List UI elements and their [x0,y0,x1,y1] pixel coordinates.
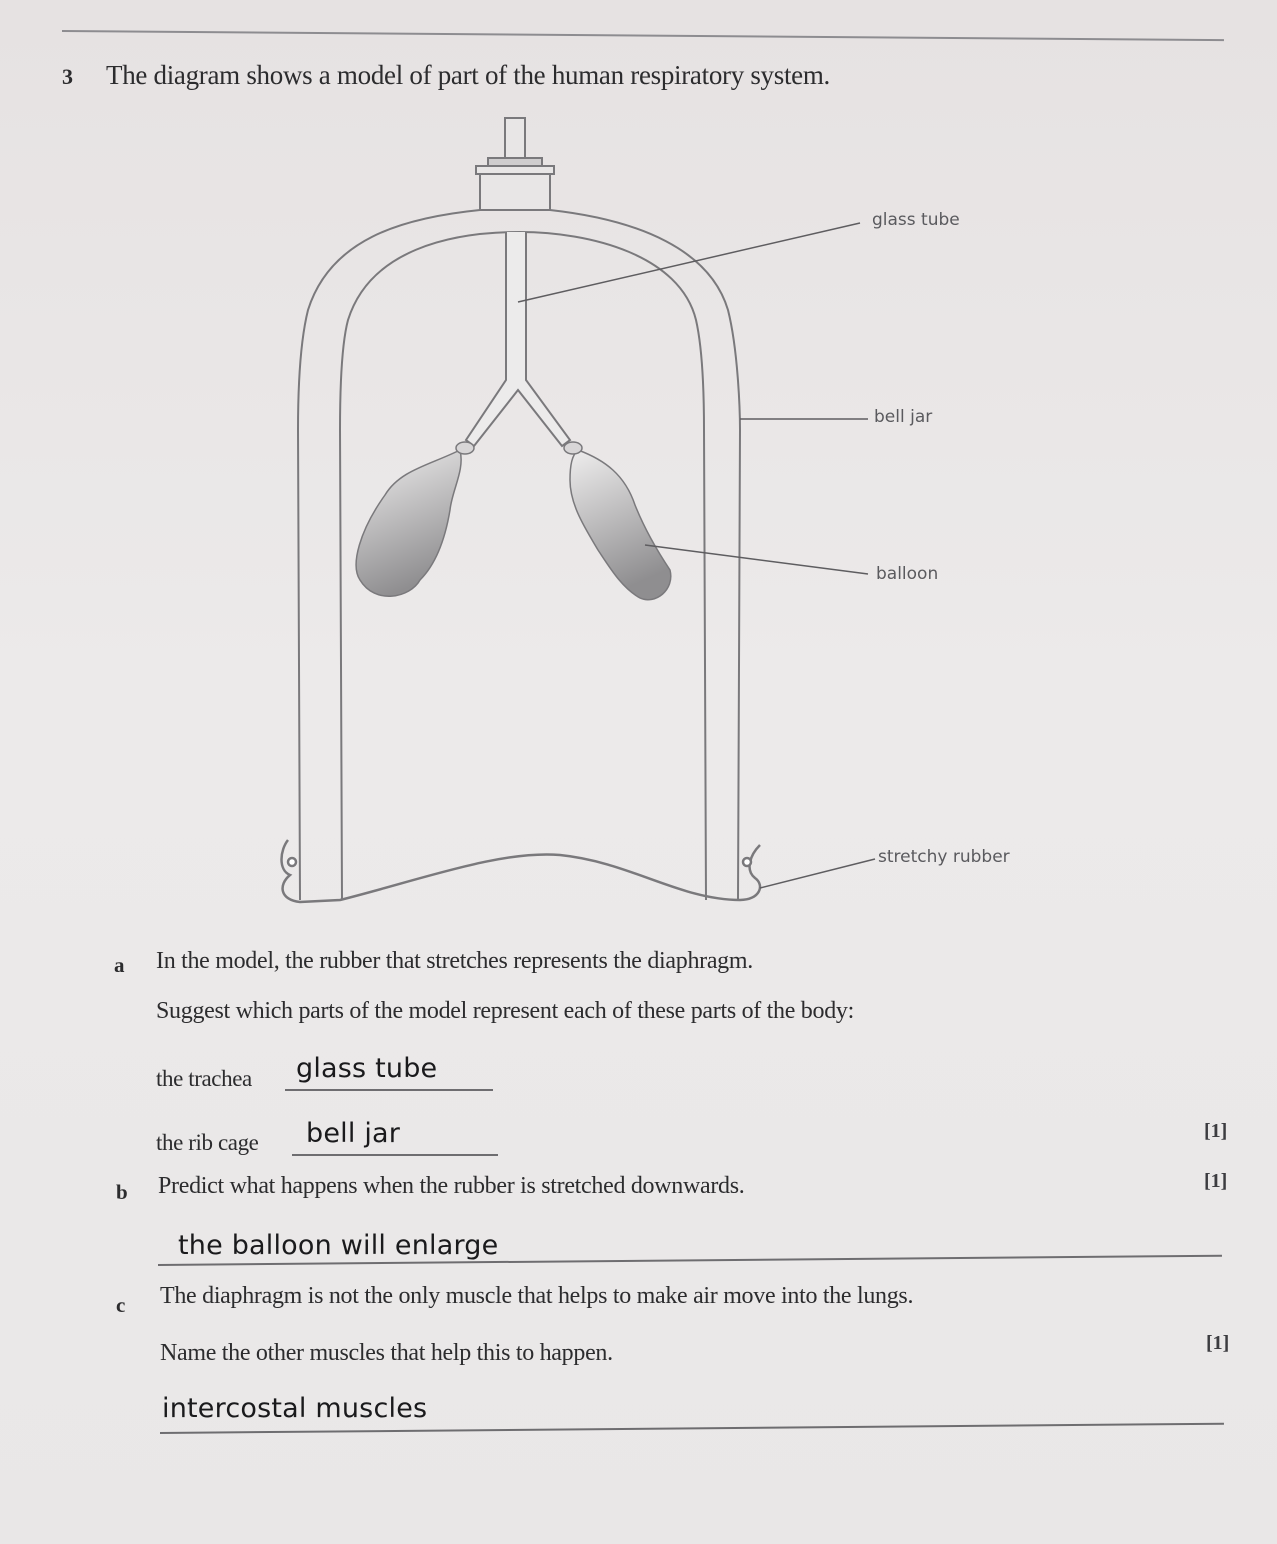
part-c-statement: The diaphragm is not the only muscle that helps to make air move into the lungs. [160,1283,914,1309]
part-c-marks: [1] [1206,1332,1230,1354]
prompt-trachea: the trachea [156,1066,252,1091]
question-number: 3 [62,64,73,89]
answer-line-trachea [285,1089,493,1091]
glass-tube [466,232,570,446]
page-header-rule [62,30,1224,41]
question-stem: The diagram shows a model of part of the human respiratory system. [106,60,831,90]
label-stretchy-rubber: stretchy rubber [878,847,1010,867]
stopper [476,118,554,210]
bell-jar-diagram-svg [260,110,1040,920]
answer-trachea[interactable]: glass tube [296,1053,438,1084]
part-b-letter: b [116,1180,128,1204]
part-a-marks: [1] [1204,1120,1228,1142]
stretchy-rubber [282,840,761,902]
part-c-letter: c [116,1293,126,1317]
prompt-rib-cage: the rib cage [156,1130,259,1155]
part-a-letter: a [114,953,125,977]
part-a-statement: In the model, the rubber that stretches represents the diaphragm. [156,948,753,974]
label-glass-tube: glass tube [872,210,960,230]
part-b-question: Predict what happens when the rubber is stretched downwards. [158,1173,745,1199]
balloons [356,442,671,600]
respiratory-model-diagram [260,110,1040,920]
answer-rib-cage[interactable]: bell jar [306,1118,401,1149]
answer-part-b[interactable]: the balloon will enlarge [178,1230,499,1261]
label-balloon: balloon [876,564,939,584]
answer-line-rib-cage [292,1154,498,1156]
answer-line-part-c [160,1423,1224,1434]
label-bell-jar: bell jar [874,407,933,427]
part-b-marks: [1] [1204,1170,1228,1192]
answer-part-c[interactable]: intercostal muscles [162,1393,428,1424]
part-a-instruction: Suggest which parts of the model represent each of these parts of the body: [156,998,854,1024]
part-c-question: Name the other muscles that help this to happen. [160,1340,613,1366]
